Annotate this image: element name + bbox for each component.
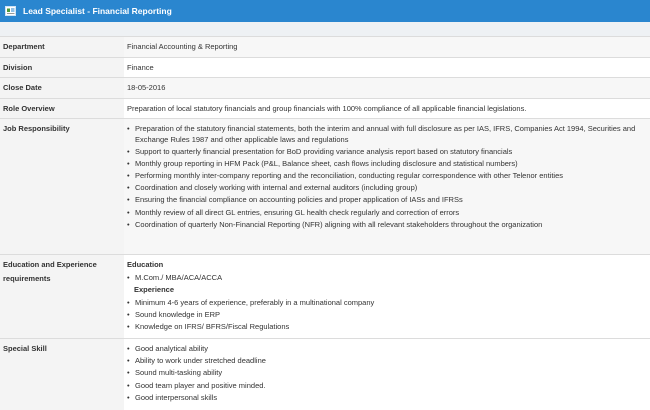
field-label: Department [0,37,124,58]
field-value-special-skill [124,339,650,410]
field-label: Close Date [0,78,124,99]
skill-list [127,344,647,403]
job-details-table [0,36,650,410]
field-label: Division [0,57,124,78]
list-item: • Coordination and closely working with internal and external auditors (including group) [127,183,647,194]
field-value-department: Financial Accounting & Reporting [124,37,650,58]
page-title: Lead Specialist - Financial Reporting [23,6,172,16]
list-item: • Sound multi-tasking ability [127,368,647,379]
field-label: Role Overview [0,98,124,119]
list-item: • Knowledge on IFRS/ BFRS/Fiscal Regulations [127,322,647,333]
list-item: • M.Com./ MBA/ACA/ACCA [127,273,647,284]
table-row-special-skill [0,339,650,410]
field-value-job-responsibility [124,119,650,255]
page-header [0,0,650,22]
list-item: • Preparation of the statutory financial statements, both the interim and annual with full disclosure as per IAS, IFRS, Companies Act 1994, Securities and Exchange Rules 1987 and other applicable laws and regulations [127,124,647,145]
education-heading: Education [127,260,164,269]
list-item: • Monthly review of all direct GL entries, ensuring GL health check regularly and correction of errors [127,208,647,219]
field-value-education [124,255,650,339]
list-item: • Ability to work under stretched deadline [127,356,647,367]
field-value-role-overview: Preparation of local statutory financials and group financials with 100% compliance of all applicable financial legislations. [124,98,650,119]
table-row-education [0,255,650,339]
table-row-close-date [0,78,650,99]
field-label: Job Responsibility [0,119,124,255]
list-item: • Support to quarterly financial presentation for BoD providing variance analysis report based on statutory financials [127,147,647,158]
field-label: Special Skill [0,339,124,410]
experience-list [127,298,647,333]
list-item: • Minimum 4-6 years of experience, preferably in a multinational company [127,298,647,309]
list-item: • Sound knowledge in ERP [127,310,647,321]
field-label-line: requirements [3,273,51,283]
field-label [0,255,124,339]
table-row-role-overview [0,98,650,119]
list-item: • Performing monthly inter-company reporting and the reconciliation, conducting regular correspondence with other Telenor entities [127,171,647,182]
list-item: • Good analytical ability [127,344,647,355]
experience-heading: Experience [134,285,175,294]
list-item: • Good interpersonal skills [127,393,647,404]
list-item: • Good team player and positive minded. [127,381,647,392]
id-card-icon [5,6,16,16]
list-item: • Coordination of quarterly Non-Financial Reporting (NFR) aligning with all relevant stakeholders throughout the organization [127,220,647,231]
field-value-division: Finance [124,57,650,78]
table-row-job-responsibility [0,119,650,255]
table-row-department [0,37,650,58]
responsibility-list [127,124,647,230]
table-row-division [0,57,650,78]
list-item: • Ensuring the financial compliance on accounting policies and proper application of IASs and IFRSs [127,195,647,206]
field-value-close-date: 18-05-2016 [124,78,650,99]
field-label-line: Education and Experience [3,260,97,269]
header-spacer [0,22,650,36]
list-item: • Monthly group reporting in HFM Pack (P&L, Balance sheet, cash flows including disclosure and statistical numbers) [127,159,647,170]
education-list [127,273,647,284]
